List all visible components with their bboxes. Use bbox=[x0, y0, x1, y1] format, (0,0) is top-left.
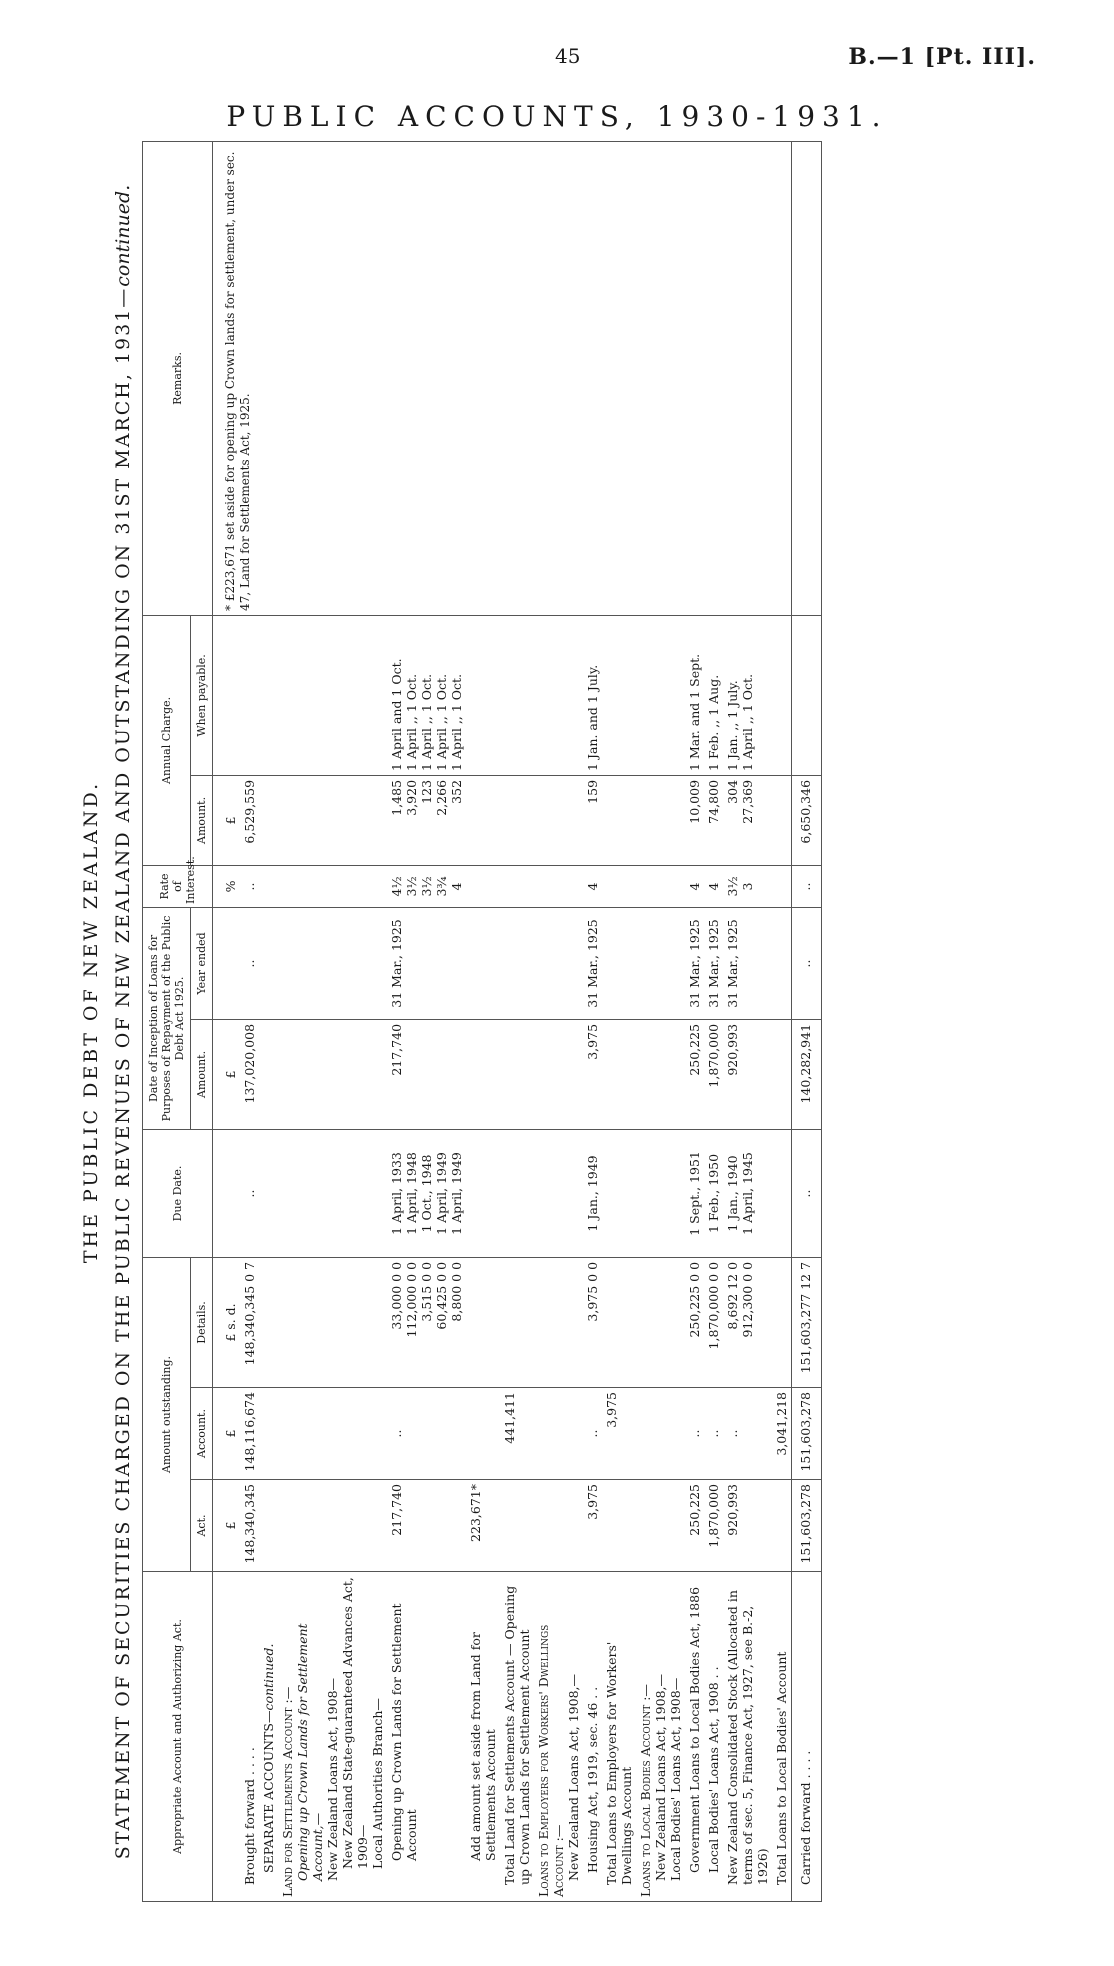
table-row: SEPARATE ACCOUNTS—continued. bbox=[259, 141, 278, 1901]
col-due-date: Due Date. bbox=[143, 1129, 213, 1257]
table-row: Add amount set aside from Land for Settlements Account 223,671* bbox=[466, 141, 500, 1901]
col-amount-outstanding: Amount outstanding. bbox=[143, 1257, 191, 1571]
units-row: £ £ £ s. d. £ % £ * £223,671 set aside for opening up Crown lands for settlement, under sec. 47, Land for Settlements Act, 1925. bbox=[213, 141, 241, 1901]
carried-forward-row: Carried forward . . . . 151,603,278 151,603,278 151,603,277 12 7 .. 140,282,941 .. .. 6,650,346 bbox=[792, 141, 822, 1901]
table-row: Loans to Employers for Workers' Dwellings Account :— New Zealand Loans Act, 1908,— bbox=[534, 141, 583, 1901]
running-title: PUBLIC ACCOUNTS, 1930-1931. bbox=[226, 100, 888, 133]
col-annual-charge: Annual Charge. bbox=[143, 615, 191, 865]
col-act: Act. bbox=[191, 1480, 213, 1572]
table-row: Housing Act, 1919, sec. 46 . . 3,975 .. 3,975 0 0 1 Jan., 1949 3,975 31 Mar., 1925 4 159 1 Jan. and 1 July. bbox=[583, 141, 602, 1901]
col-rate: Rate of Interest. bbox=[143, 865, 213, 907]
col-details: Details. bbox=[191, 1257, 213, 1387]
col-inception: Date of Inception of Loans for Purposes of Repayment of the Public Debt Act 1925. bbox=[143, 907, 191, 1129]
statement-title: THE PUBLIC DEBT OF NEW ZEALAND. bbox=[80, 780, 102, 1264]
table-row: Total Loans to Local Bodies' Account 3,041,218 bbox=[772, 141, 792, 1901]
table-row: Total Land for Settlements Account — Opening up Crown Lands for Settlement Account 441,411 bbox=[500, 141, 534, 1901]
table-row: Local Bodies' Loans Act, 1908 . . 1,870,000 .. 1,870,000 0 0 1 Feb., 1950 1,870,000 31 Mar., 1925 4 74,800 1 Feb. ,, 1 Aug. bbox=[704, 141, 723, 1901]
table-row: Brought forward . . . . 148,340,345 148,116,674 148,340,345 0 7 .. 137,020,008 .. .. 6,529,559 bbox=[240, 141, 259, 1901]
col-charge-amount: Amount. bbox=[191, 775, 213, 865]
securities-table bbox=[142, 141, 822, 1902]
table-row: Total Loans to Employers for Workers' Dwellings Account 3,975 bbox=[602, 141, 636, 1901]
remark-land: * £223,671 set aside for opening up Crown lands for settlement, under sec. 47, Land for Settlements Act, 1925. bbox=[213, 141, 603, 615]
col-year-ended: Year ended bbox=[191, 907, 213, 1019]
rotated-statement bbox=[30, 142, 1075, 1902]
table-row: Loans to Local Bodies Account :— New Zealand Loans Act, 1908,— Local Bodies' Loans Act, 1908— bbox=[636, 141, 685, 1901]
col-account: Account. bbox=[191, 1388, 213, 1480]
page-number: 45 bbox=[555, 44, 581, 68]
col-inception-amount: Amount. bbox=[191, 1019, 213, 1129]
table-row: Opening up Crown Lands for Settlement Account 217,740 .. 33,000 0 0 112,000 0 0 3,515 0 0 60,425 0 0 8,800 0 0 1 April, 1933 1 April, 1948 1 Oct., 1948 1 April, 1949 1 April, 1949 217,740 31 Mar., 1925 4½ 3½ 3½ 3¾ 4 1,485 3,920 123 2,266 352 1 April and 1 Oct. 1 April ,, 1 Oct. 1 April ,, 1 Oct. 1 April ,, 1 Oct. 1 April ,, 1 Oct. bbox=[387, 141, 466, 1901]
col-act-label: Appropriate Account and Authorizing Act. bbox=[143, 1572, 213, 1902]
table-row: Land for Settlements Account :— Opening up Crown Lands for Settlement Account,— New Zealand Loans Act, 1908— New Zealand State-guaranteed Advances Act, 1909— Local Authorities Branch— bbox=[278, 141, 387, 1901]
document-code: B.—1 [Pt. III]. bbox=[848, 44, 1036, 70]
col-when-payable: When payable. bbox=[191, 615, 213, 775]
statement-subtitle: STATEMENT OF SECURITIES CHARGED ON THE PUBLIC REVENUES OF NEW ZEALAND AND OUTSTANDING ON 31ST MARCH, 1931—continued. bbox=[112, 184, 134, 1860]
table-row: Government Loans to Local Bodies Act, 1886 250,225 .. 250,225 0 0 1 Sept., 1951 250,225 31 Mar., 1925 4 10,009 1 Mar. and 1 Sept. bbox=[685, 141, 704, 1901]
col-remarks: Remarks. bbox=[143, 141, 213, 615]
table-row: New Zealand Consolidated Stock (Allocated in terms of sec. 5, Finance Act, 1927, see B.-2, 1926) 920,993 .. 8,692 12 0 912,300 0 0 1 Jan., 1940 1 April, 1945 920,993 31 Mar., 1925 3½ 3 304 27,369 1 Jan. ,, 1 July. 1 April ,, 1 Oct. bbox=[723, 141, 772, 1901]
